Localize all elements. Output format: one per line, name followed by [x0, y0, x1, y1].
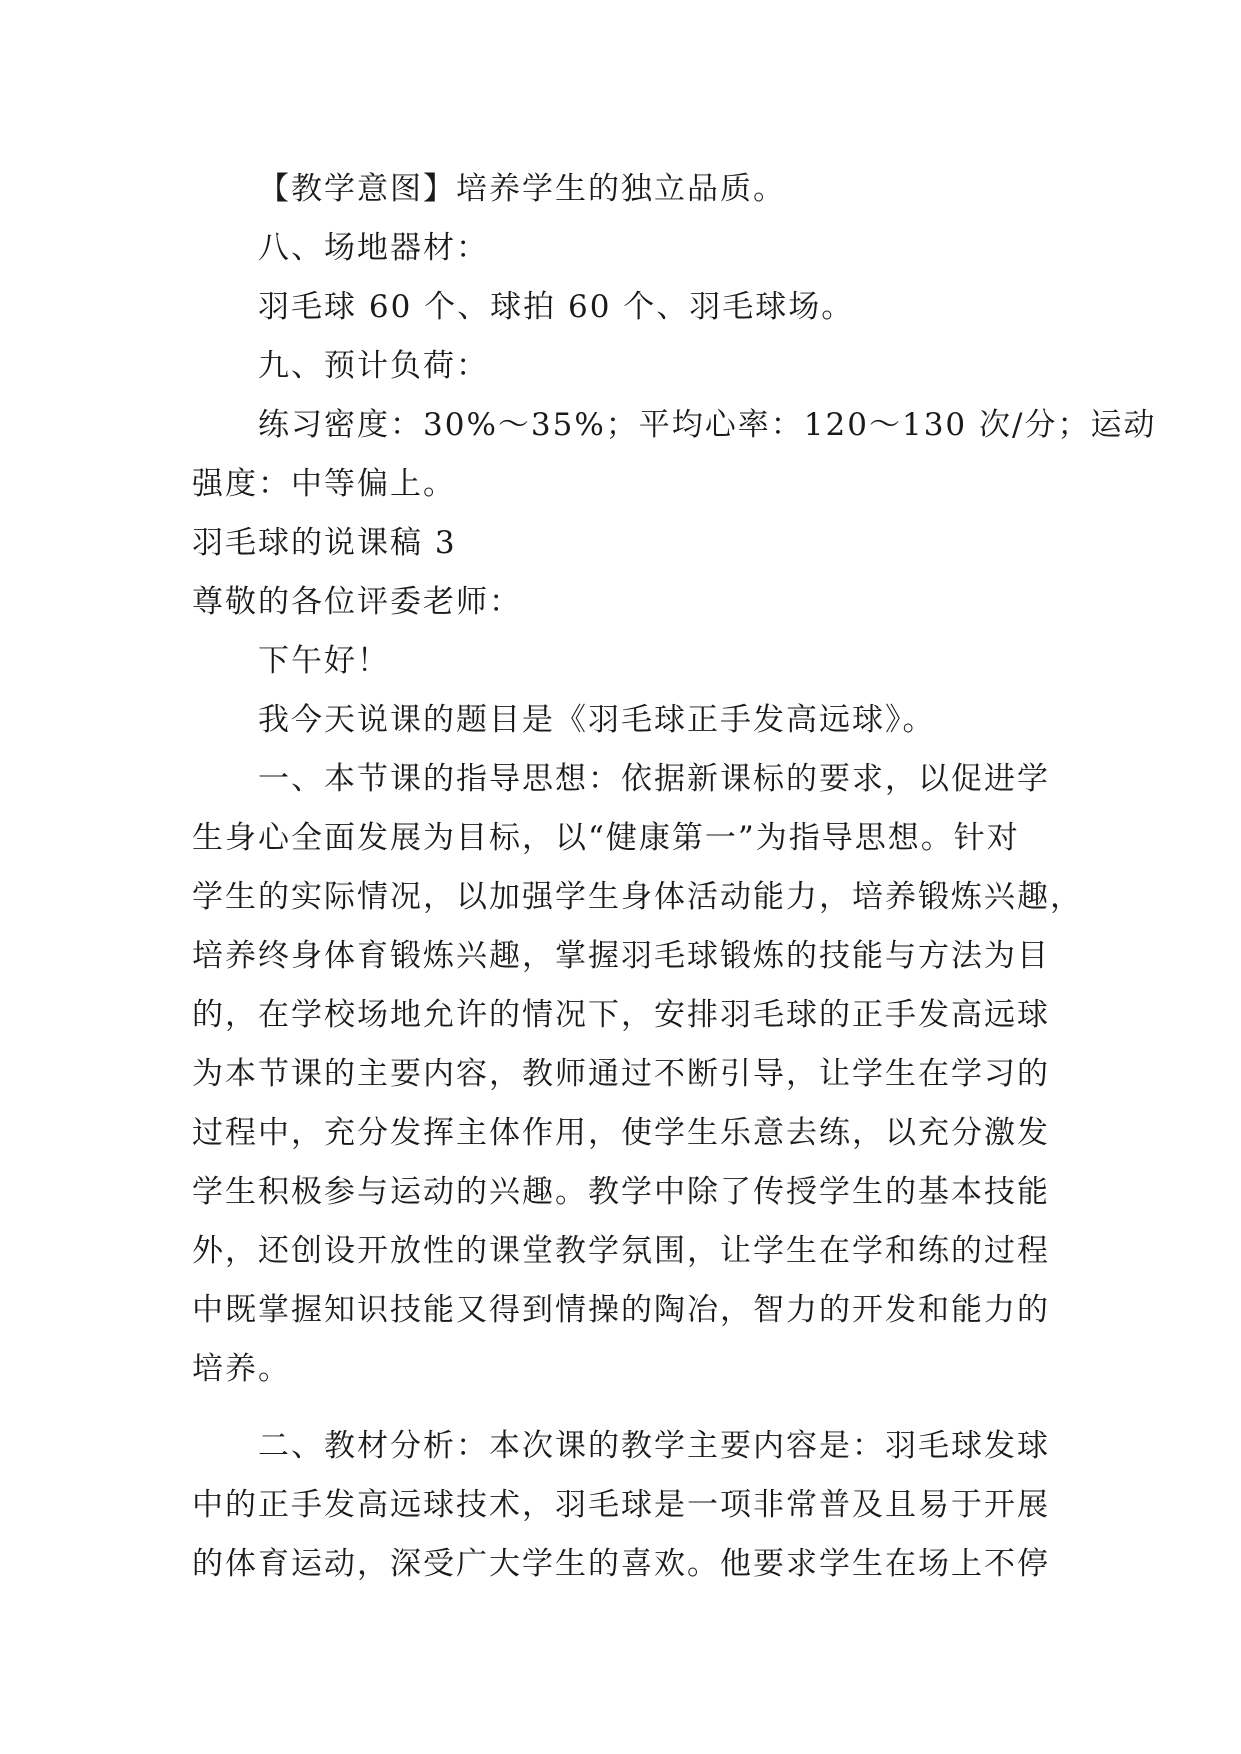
- text-line: 中既掌握知识技能又得到情操的陶冶，智力的开发和能力的: [192, 1292, 1050, 1328]
- text-line: 我今天说课的题目是《羽毛球正手发高远球》。: [258, 702, 936, 738]
- text-line: 为本节课的主要内容，教师通过不断引导，让学生在学习的: [192, 1056, 1050, 1092]
- text-line: 学生的实际情况，以加强学生身体活动能力，培养锻炼兴趣，: [192, 879, 1083, 915]
- text-line: 培养终身体育锻炼兴趣，掌握羽毛球锻炼的技能与方法为目: [192, 938, 1050, 974]
- document-body: [192, 160, 1157, 1594]
- text-line: 尊敬的各位评委老师：: [192, 584, 522, 620]
- text-line: 培养。: [192, 1351, 291, 1387]
- text-line: 九、预计负荷：: [258, 348, 489, 384]
- text-line: 强度：中等偏上。: [192, 466, 456, 502]
- text-line: 的体育运动，深受广大学生的喜欢。他要求学生在场上不停: [192, 1546, 1050, 1582]
- text-line: 生身心全面发展为目标，以“健康第一”为指导思想。针对: [192, 820, 1020, 856]
- text-line: 练习密度：30%～35%；平均心率：120～130 次/分；运动: [258, 407, 1157, 443]
- text-line: 羽毛球 60 个、球拍 60 个、羽毛球场。: [258, 289, 855, 325]
- text-line: 中的正手发高远球技术，羽毛球是一项非常普及且易于开展: [192, 1487, 1050, 1523]
- text-line: 的，在学校场地允许的情况下，安排羽毛球的正手发高远球: [192, 997, 1050, 1033]
- text-line: 过程中，充分发挥主体作用，使学生乐意去练，以充分激发: [192, 1115, 1050, 1151]
- text-line: 羽毛球的说课稿 3: [192, 525, 457, 561]
- text-line: 学生积极参与运动的兴趣。教学中除了传授学生的基本技能: [192, 1174, 1050, 1210]
- text-line: 下午好！: [258, 643, 390, 679]
- text-line: 外，还创设开放性的课堂教学氛围，让学生在学和练的过程: [192, 1233, 1050, 1269]
- text-line: 八、场地器材：: [258, 230, 489, 266]
- text-line: 二、教材分析：本次课的教学主要内容是：羽毛球发球: [258, 1428, 1050, 1464]
- text-line: 一、本节课的指导思想：依据新课标的要求，以促进学: [258, 761, 1050, 797]
- text-line: 【教学意图】培养学生的独立品质。: [258, 171, 786, 207]
